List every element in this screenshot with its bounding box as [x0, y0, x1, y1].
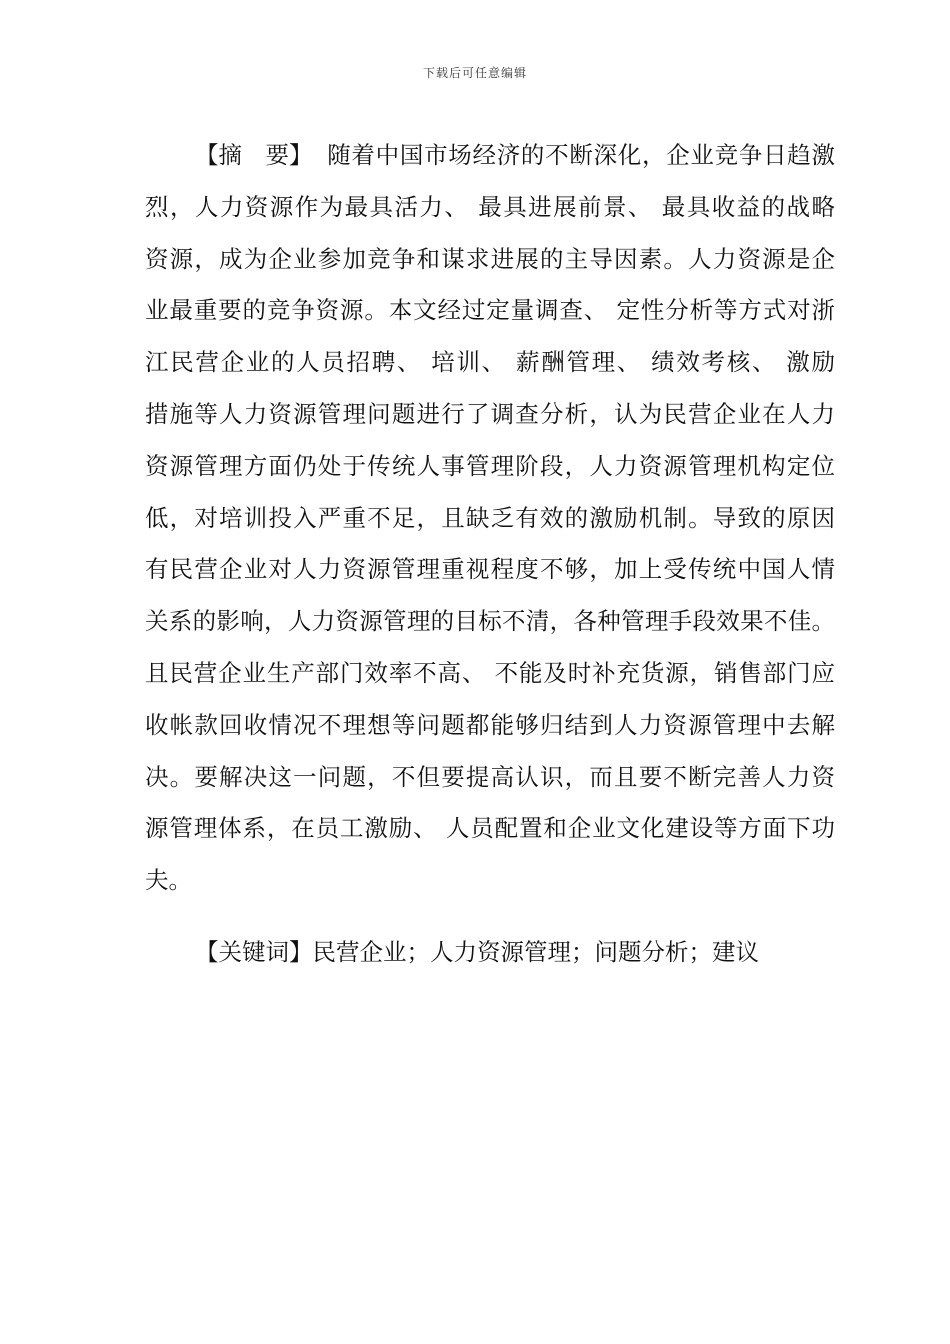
abstract-section	[145, 130, 835, 907]
page-header-note: 下载后可任意编辑	[422, 66, 527, 80]
abstract-line: 决。要解决这一问题，不但要提高认识，而且要不断完善人力资	[145, 762, 835, 791]
abstract-line	[145, 130, 835, 182]
abstract-line: 措施等人力资源管理问题进行了调查分析，认为民营企业在人力	[145, 399, 835, 428]
abstract-line: 资源，成为企业参加竞争和谋求进展的主导因素。人力资源是企	[145, 244, 835, 273]
abstract-line: 烈，人力资源作为最具活力、 最具进展前景、 最具收益的战略	[145, 192, 835, 221]
abstract-line: 有民营企业对人力资源管理重视程度不够，加上受传统中国人情	[145, 555, 835, 584]
keywords-text: 民营企业；人力资源管理；问题分析；建议	[312, 938, 759, 966]
abstract-line: 收帐款回收情况不理想等问题都能够归结到人力资源管理中去解	[145, 710, 835, 739]
abstract-line-text: 随着中国市场经济的不断深化，企业竞争日趋激	[326, 141, 835, 169]
abstract-line: 业最重要的竞争资源。本文经过定量调查、 定性分析等方式对浙	[145, 296, 835, 325]
abstract-line: 江民营企业的人员招聘、 培训、 薪酬管理、 绩效考核、 激励	[145, 348, 835, 377]
keywords-line	[195, 927, 759, 977]
abstract-label: 【摘 要】	[195, 141, 313, 169]
keywords-label: 【关键词】	[195, 938, 313, 966]
abstract-line: 源管理体系，在员工激励、 人员配置和企业文化建设等方面下功	[145, 814, 835, 843]
abstract-line: 低，对培训投入严重不足，且缺乏有效的激励机制。导致的原因	[145, 503, 835, 532]
abstract-line: 关系的影响，人力资源管理的目标不清，各种管理手段效果不佳。	[145, 607, 835, 636]
abstract-line: 资源管理方面仍处于传统人事管理阶段，人力资源管理机构定位	[145, 451, 835, 480]
abstract-line: 夫。	[145, 866, 192, 895]
abstract-line: 且民营企业生产部门效率不高、 不能及时补充货源，销售部门应	[145, 658, 835, 687]
